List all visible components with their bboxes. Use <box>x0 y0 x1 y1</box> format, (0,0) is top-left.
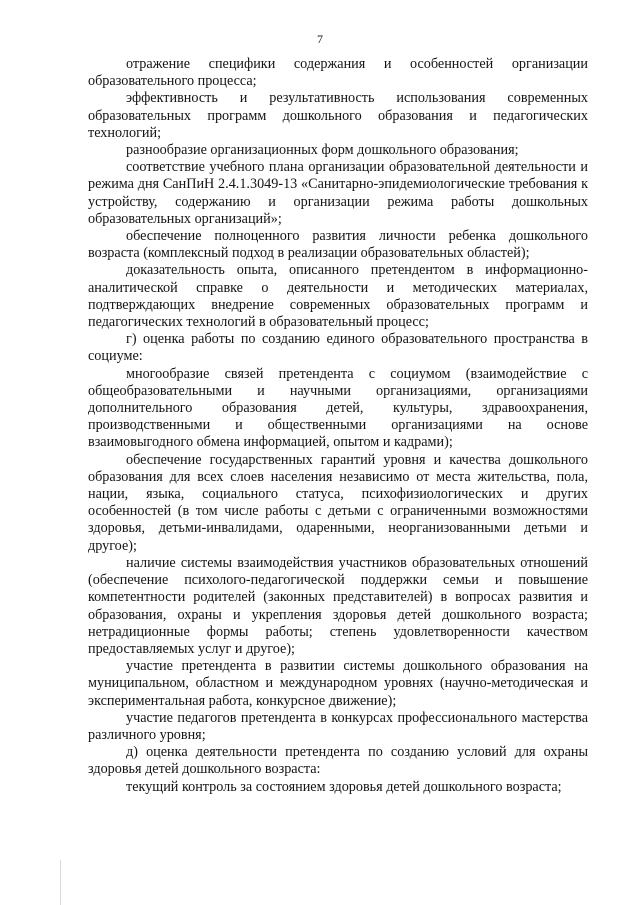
paragraph: доказательность опыта, описанного претендентом в информационно-аналитической справке о деятельности и методических материалах, подтверждающих внедрение современных образовательных программ и педагогических технологий в образовательный процесс; <box>88 262 588 331</box>
section-heading-d: д) оценка деятельности претендента по созданию условий для охраны здоровья детей дошкольного возраста: <box>88 744 588 778</box>
paragraph: многообразие связей претендента с социумом (взаимодействие с общеобразовательными и научными организациями, организациями дополнительного образования детей, культуры, здравоохранения, производственными и общественными организациями на основе взаимовыгодного обмена информацией, опытом и кадрами); <box>88 365 588 451</box>
document-body <box>88 56 588 796</box>
paragraph: разнообразие организационных форм дошкольного образования; <box>126 142 519 159</box>
paragraph: участие претендента в развитии системы дошкольного образования на муниципальном, областном и международном уровнях (научно-методическая и экспериментальная работа, конкурсное движение); <box>88 658 588 709</box>
paragraph: наличие системы взаимодействия участников образовательных отношений (обеспечение психолого-педагогической поддержки семьи и повышение компетентности родителей (законных представителей) в вопросах развития и образования, охраны и укрепления здоровья детей дошкольного возраста; нетрадиционные формы работы; степень удовлетворенности качеством предоставляемых услуг и другое); <box>88 554 588 657</box>
paragraph: отражение специфики содержания и особенностей организации образовательного процесса; <box>88 56 588 90</box>
paragraph: обеспечение государственных гарантий уровня и качества дошкольного образования для всех слоев населения независимо от места жительства, пола, нации, языка, социального статуса, психофизиологических и других особенностей (в том числе работы с детьми с ограниченными возможностями здоровья, детьми-инвалидами, одаренными, неорганизованными детьми и другое); <box>88 451 588 554</box>
paragraph: соответствие учебного плана организации образовательной деятельности и режима дня СанПиН 2.4.1.3049-13 «Санитарно-эпидемиологические требования к устройству, содержанию и организации режима работы дошкольных образовательных организаций»; <box>88 159 588 227</box>
paragraph: эффективность и результативность использования современных образовательных программ дошкольного образования и педагогических технологий; <box>88 90 588 141</box>
section-heading-g: г) оценка работы по созданию единого образовательного пространства в социуме: <box>88 331 588 365</box>
paragraph: текущий контроль за состоянием здоровья детей дошкольного возраста; <box>126 778 562 795</box>
paragraph: участие педагогов претендента в конкурсах профессионального мастерства различного уровня; <box>88 709 588 743</box>
scan-margin-line <box>60 860 61 905</box>
page-number: 7 <box>317 32 323 46</box>
paragraph: обеспечение полноценного развития личности ребенка дошкольного возраста (комплексный подход в реализации образовательных областей); <box>88 228 588 262</box>
